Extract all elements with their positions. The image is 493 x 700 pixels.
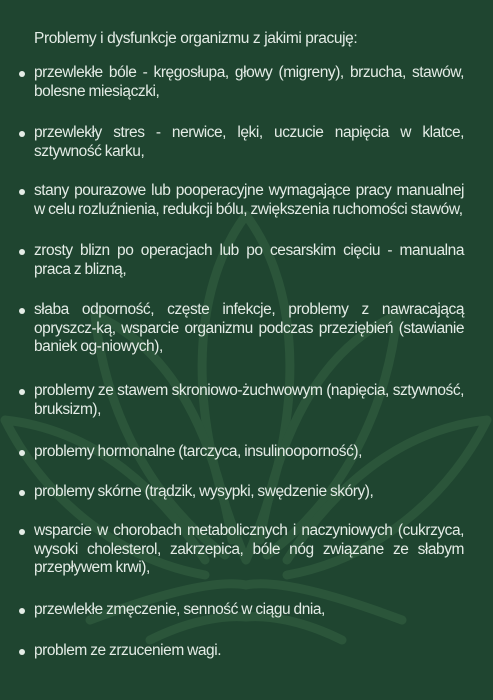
list-item: problem ze zrzuceniem wagi.	[34, 642, 222, 659]
list-item: problemy hormonalne (tarczyca, insulinooporność),	[34, 443, 362, 460]
list-item: przewlekły stres - nerwice, lęki, uczucie napięcia w klatce, sztywność karku,	[34, 124, 464, 160]
bullet-icon	[19, 308, 25, 314]
bullet-icon	[19, 389, 25, 395]
list-item: zrosty blizn po operacjach lub po cesarskim cięciu - manualna praca z blizną,	[34, 242, 464, 278]
list-item: przewlekłe bóle - kręgosłupa, głowy (migreny), brzucha, stawów, bolesne miesiączki,	[34, 64, 464, 100]
bullet-icon	[19, 490, 25, 496]
list-item: problemy skórne (trądzik, wysypki, swędzenie skóry),	[34, 483, 374, 500]
bullet-icon	[19, 189, 25, 195]
bullet-icon	[19, 529, 25, 535]
list-item: problemy ze stawem skroniowo-żuchwowym (napięcia, sztywność, bruksizm),	[34, 382, 464, 418]
bullet-icon	[19, 131, 25, 137]
bullet-icon	[19, 249, 25, 255]
page-heading: Problemy i dysfunkcje organizmu z jakimi pracuję:	[34, 30, 358, 47]
bullet-icon	[19, 71, 25, 77]
bullet-icon	[19, 649, 25, 655]
list-item: przewlekłe zmęczenie, senność w ciągu dnia,	[34, 601, 325, 618]
list-item: stany pourazowe lub pooperacyjne wymagające pracy manualnej w celu rozluźnienia, redukcji bólu, zwiększenia ruchomości stawów,	[34, 182, 464, 218]
list-item: słaba odporność, częste infekcje, problemy z nawracającą opryszcz-ką, wsparcie organizmu podczas przeziębień (stawianie baniek og-niowych),	[34, 301, 464, 355]
list-item: wsparcie w chorobach metabolicznych i naczyniowych (cukrzyca, wysoki cholesterol, zakrzepica, bóle nóg związane ze słabym przepływem krwi),	[34, 522, 464, 576]
bullet-icon	[19, 450, 25, 456]
bullet-icon	[19, 608, 25, 614]
